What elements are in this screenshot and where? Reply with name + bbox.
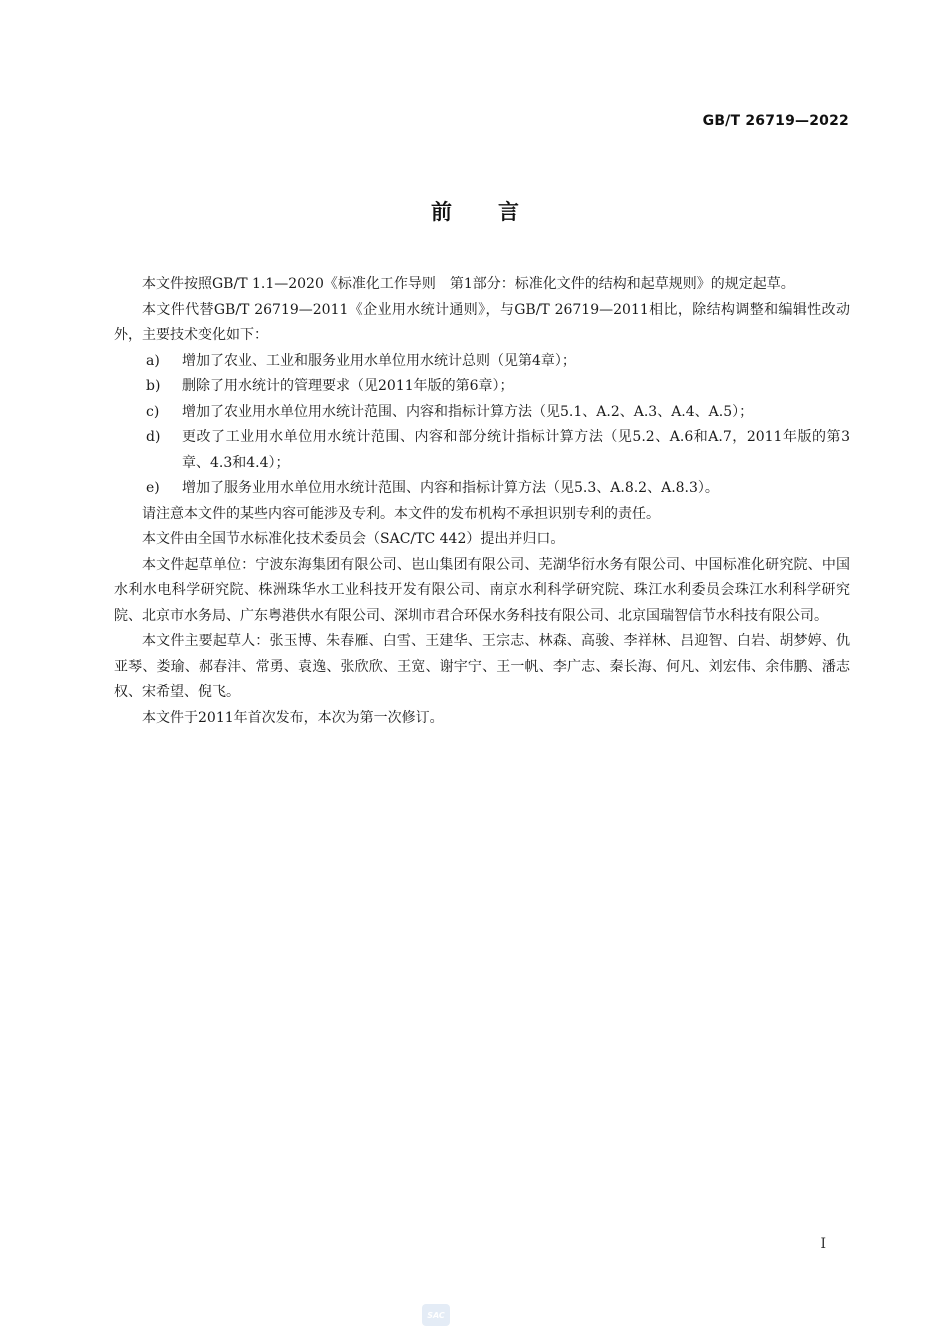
change-text: 增加了服务业用水单位用水统计范围、内容和指标计算方法（见5.3、A.8.2、A.8.3）。 (182, 480, 719, 496)
paragraph-replaces: 本文件代替GB/T 26719—2011《企业用水统计通则》，与GB/T 26719—2011相比，除结构调整和编辑性改动外，主要技术变化如下： (114, 301, 850, 343)
change-item (114, 349, 850, 375)
change-text: 增加了农业、工业和服务业用水单位用水统计总则（见第4章）； (182, 352, 576, 369)
change-item (114, 374, 850, 400)
document-body (114, 272, 850, 731)
paragraph-history: 本文件于2011年首次发布，本次为第一次修订。 (142, 709, 444, 726)
page-number: I (820, 1236, 826, 1252)
paragraph-drafters: 本文件主要起草人：张玉博、朱春雁、白雪、王建华、王宗志、林森、高骏、李祥林、吕迎智、白岩、胡梦婷、仇亚琴、娄瑜、郝春沣、常勇、袁逸、张欣欣、王宽、谢宇宁、王一帆、李广志、秦长海、何凡、刘宏伟、余伟鹏、潘志权、宋希望、倪飞。 (114, 633, 850, 700)
change-item (114, 425, 850, 476)
change-mark: a) (146, 352, 160, 369)
change-mark: c) (146, 403, 160, 420)
change-item (114, 476, 850, 502)
change-item (114, 400, 850, 426)
change-text: 删除了用水统计的管理要求（见2011年版的第6章）； (182, 378, 514, 394)
paragraph-drafting-units: 本文件起草单位：宁波东海集团有限公司、岜山集团有限公司、芜湖华衍水务有限公司、中国标准化研究院、中国水利水电科学研究院、株洲珠华水工业科技开发有限公司、南京水利科学研究院、珠江水利委员会珠江水利科学研究院、北京市水务局、广东粤港供水有限公司、深圳市君合环保水务科技有限公司、北京国瑞智信节水科技有限公司。 (114, 556, 850, 624)
change-text: 更改了工业用水单位用水统计范围、内容和部分统计指标计算方法（见5.2、A.6和A.7，2011年版的第3章、4.3和4.4）； (182, 429, 850, 471)
change-mark: b) (146, 378, 161, 394)
paragraph-proposer: 本文件由全国节水标准化技术委员会（SAC/TC 442）提出并归口。 (142, 531, 565, 547)
change-mark: d) (146, 429, 161, 445)
change-mark: e) (146, 480, 160, 496)
standard-code: GB/T 26719—2022 (702, 113, 849, 129)
change-text: 增加了农业用水单位用水统计范围、内容和指标计算方法（见5.1、A.2、A.3、A.4、A.5）； (182, 403, 754, 420)
paragraph-drafting-rules: 本文件按照GB/T 1.1—2020《标准化工作导则 第1部分：标准化文件的结构和起草规则》的规定起草。 (142, 276, 795, 292)
page-title: 前言 (431, 200, 565, 224)
sac-logo-text: SAC (427, 1310, 445, 1320)
paragraph-patent-notice: 请注意本文件的某些内容可能涉及专利。本文件的发布机构不承担识别专利的责任。 (142, 505, 660, 522)
sac-logo (422, 1304, 450, 1326)
